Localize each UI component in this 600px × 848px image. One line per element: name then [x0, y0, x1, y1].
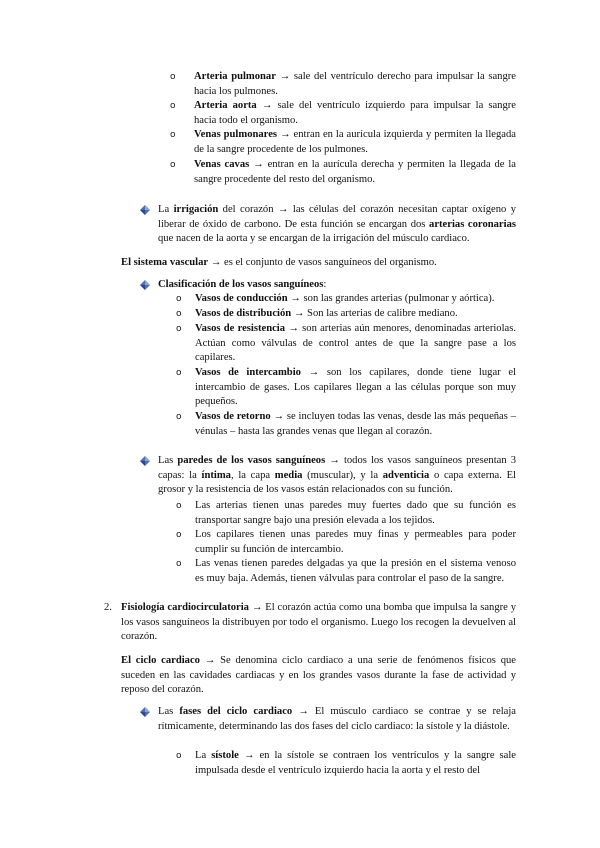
fases-paragraph: Las fases del ciclo cardiaco → El músculo cardiaco se contrae y se relaja rítmicamente, determinando las dos fases del ciclo cardiaco: la sístole y la diástole. [158, 706, 516, 732]
list-item: Venas cavas → entran en la aurícula derecha y permiten la llegada de la sangre procedente del resto del organismo. [194, 159, 517, 185]
list-bullet: o [176, 294, 182, 304]
list-bullet: o [170, 101, 176, 111]
list-bullet: o [176, 501, 182, 511]
ciclo-cardiaco-paragraph: El ciclo cardiaco → Se denomina ciclo cardiaco a una serie de fenómenos físicos que suceden en las cavidades cardiacas y en los grandes vasos durante la fase de actividad y reposo del corazón. [121, 655, 516, 695]
list-item: Los capilares tienen unas paredes muy finas y permeables para poder cumplir su función de intercambio. [195, 529, 516, 555]
list-item: Vasos de conducción → son las grandes arterias (pulmonar y aórtica). [195, 293, 495, 304]
list-bullet: o [170, 130, 176, 140]
diamond-bullet-icon [139, 204, 151, 216]
list-bullet: o [170, 72, 176, 82]
sistole-item: La sístole → en la sístole se contraen los ventrículos y la sangre sale impulsada desde el ventrículo izquierdo hacia la aorta y el resto del [195, 750, 517, 776]
list-item: Vasos de retorno → se incluyen todas las venas, desde las más pequeñas – vénulas – hasta las grandes venas que llegan al corazón. [195, 411, 516, 437]
list-item: Vasos de distribución → Son las arterias de calibre mediano. [195, 308, 458, 319]
list-bullet: o [176, 309, 182, 319]
sistema-vascular-paragraph: El sistema vascular → es el conjunto de vasos sanguíneos del organismo. [121, 257, 437, 268]
list-bullet: o [170, 160, 176, 170]
list-bullet: o [176, 324, 182, 334]
paredes-paragraph: Las paredes de los vasos sanguíneos → todos los vasos sanguíneos presentan 3 capas: la íntima, la capa media (muscular), y la adventicia o capa externa. El grosor y la resistencia de los vasos están relacionados con su función. [158, 455, 517, 495]
diamond-bullet-icon [139, 455, 151, 467]
list-item: Arteria pulmonar → sale del ventrículo derecho para impulsar la sangre hacia los pulmones. [194, 71, 516, 97]
list-bullet: o [176, 751, 182, 761]
list-item: Venas pulmonares → entran en la aurícula izquierda y permiten la llegada de la sangre procedente de los pulmones. [194, 129, 517, 155]
clasificacion-heading: Clasificación de los vasos sanguíneos: [158, 279, 327, 290]
list-bullet: o [176, 559, 182, 569]
section-number: 2. [104, 602, 112, 613]
list-bullet: o [176, 412, 182, 422]
list-item: Vasos de intercambio → son los capilares, donde tiene lugar el intercambio de gases. Los capilares llegan a las células porque son muy pequeños. [195, 367, 516, 407]
diamond-bullet-icon [139, 706, 151, 718]
list-item: Vasos de resistencia → son arterias aún menores, denominadas arteriolas. Actúan como válvulas de control antes de que la sangre pase a los capilares. [195, 323, 517, 363]
irrigacion-paragraph: La irrigación del corazón → las células del corazón necesitan captar oxígeno y liberar de óxido de carbono. De esta función se encargan dos arterias coronarias que nacen de la aorta y se encargan de la irrigación del músculo cardiaco. [158, 204, 516, 244]
list-item: Arteria aorta → sale del ventrículo izquierdo para impulsar la sangre hacia todo el organismo. [194, 100, 516, 126]
list-item: Las venas tienen paredes delgadas ya que la presión en el sistema venoso es muy baja. Además, tienen válvulas para controlar el paso de la sangre. [195, 558, 516, 584]
list-bullet: o [176, 368, 182, 378]
section-2-paragraph: Fisiología cardiocirculatoria → El corazón actúa como una bomba que impulsa la sangre y los vasos sanguíneos la distribuyen por todo el organismo. Luego los recogen la devuelven al corazón. [121, 602, 516, 642]
list-item: Las arterias tienen unas paredes muy fuertes dado que su función es transportar sangre bajo una presión elevada a los tejidos. [195, 500, 516, 526]
list-bullet: o [176, 530, 182, 540]
diamond-bullet-icon [139, 279, 151, 291]
